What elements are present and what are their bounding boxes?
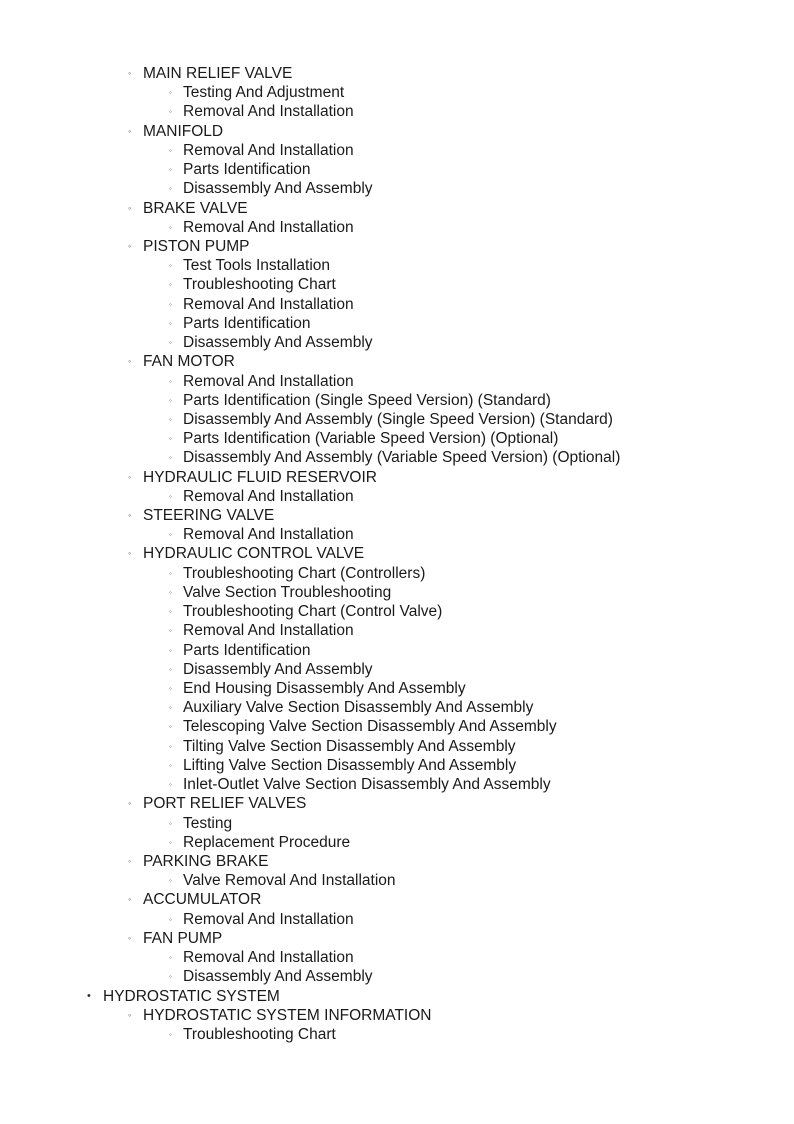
toc-entry-label: Removal And Installation bbox=[183, 141, 354, 159]
toc-subsection bbox=[0, 929, 794, 948]
toc-entry bbox=[0, 141, 794, 160]
bullet-circle-icon: ◦ bbox=[169, 703, 172, 713]
toc-entry bbox=[0, 525, 794, 544]
toc-entry-label: ACCUMULATOR bbox=[143, 891, 262, 909]
toc-entry bbox=[0, 564, 794, 583]
toc-entry bbox=[0, 333, 794, 352]
toc-subsection bbox=[0, 199, 794, 218]
toc-entry bbox=[0, 179, 794, 198]
bullet-circle-icon: ◦ bbox=[169, 280, 172, 290]
toc-entry-label: Disassembly And Assembly (Variable Speed Version) (Optional) bbox=[183, 449, 621, 467]
toc-subsection bbox=[0, 468, 794, 487]
toc-subsection bbox=[0, 64, 794, 83]
toc-entry-label: Removal And Installation bbox=[183, 526, 354, 544]
toc-subsection bbox=[0, 237, 794, 256]
bullet-circle-icon: ◦ bbox=[169, 107, 172, 117]
bullet-circle-icon: ◦ bbox=[169, 818, 172, 828]
toc-entry-label: Removal And Installation bbox=[183, 103, 354, 121]
toc-entry bbox=[0, 679, 794, 698]
bullet-circle-icon: ◦ bbox=[169, 876, 172, 886]
toc-entry-label: Disassembly And Assembly bbox=[183, 968, 373, 986]
toc-entry-label: Removal And Installation bbox=[183, 487, 354, 505]
toc-subsection bbox=[0, 794, 794, 813]
toc-subsection bbox=[0, 122, 794, 141]
toc-entry-label: FAN PUMP bbox=[143, 929, 223, 947]
bullet-circle-icon: ◦ bbox=[128, 1009, 132, 1020]
bullet-circle-icon: ◦ bbox=[169, 261, 172, 271]
bullet-circle-icon: ◦ bbox=[169, 184, 172, 194]
toc-entry bbox=[0, 775, 794, 794]
table-of-contents bbox=[0, 64, 794, 1044]
bullet-circle-icon: ◦ bbox=[169, 414, 172, 424]
bullet-circle-icon: ◦ bbox=[169, 645, 172, 655]
toc-entry bbox=[0, 160, 794, 179]
bullet-circle-icon: ◦ bbox=[169, 953, 172, 963]
bullet-circle-icon: ◦ bbox=[169, 837, 172, 847]
toc-entry-label: Parts Identification bbox=[183, 641, 311, 659]
toc-entry-label: Valve Section Troubleshooting bbox=[183, 583, 392, 601]
toc-subsection bbox=[0, 1006, 794, 1025]
bullet-circle-icon: ◦ bbox=[169, 318, 172, 328]
bullet-circle-icon: ◦ bbox=[169, 491, 172, 501]
bullet-circle-icon: ◦ bbox=[169, 741, 172, 751]
toc-entry-label: Removal And Installation bbox=[183, 372, 354, 390]
toc-entry-label: Troubleshooting Chart bbox=[183, 1025, 336, 1043]
bullet-circle-icon: ◦ bbox=[169, 568, 172, 578]
toc-entry-label: Parts Identification (Single Speed Version) (Standard) bbox=[183, 391, 551, 409]
toc-entry bbox=[0, 910, 794, 929]
bullet-circle-icon: ◦ bbox=[128, 855, 132, 866]
toc-entry-label: Disassembly And Assembly bbox=[183, 334, 373, 352]
bullet-circle-icon: ◦ bbox=[128, 894, 132, 905]
bullet-circle-icon: ◦ bbox=[169, 664, 172, 674]
toc-entry-label: Valve Removal And Installation bbox=[183, 872, 396, 890]
bullet-circle-icon: ◦ bbox=[169, 453, 172, 463]
toc-entry bbox=[0, 583, 794, 602]
toc-entry bbox=[0, 429, 794, 448]
toc-entry bbox=[0, 256, 794, 275]
toc-entry-label: HYDRAULIC CONTROL VALVE bbox=[143, 545, 365, 563]
toc-entry bbox=[0, 814, 794, 833]
toc-entry-label: Inlet-Outlet Valve Section Disassembly And Assembly bbox=[183, 776, 551, 794]
toc-entry bbox=[0, 621, 794, 640]
toc-entry bbox=[0, 218, 794, 237]
bullet-circle-icon: ◦ bbox=[169, 88, 172, 98]
toc-entry bbox=[0, 948, 794, 967]
toc-entry-label: Removal And Installation bbox=[183, 910, 354, 928]
bullet-circle-icon: ◦ bbox=[169, 780, 172, 790]
bullet-circle-icon: ◦ bbox=[169, 607, 172, 617]
toc-entry bbox=[0, 314, 794, 333]
toc-entry-label: Parts Identification bbox=[183, 161, 311, 179]
toc-entry bbox=[0, 83, 794, 102]
toc-entry bbox=[0, 602, 794, 621]
toc-entry bbox=[0, 410, 794, 429]
toc-entry-label: FAN MOTOR bbox=[143, 353, 235, 371]
toc-entry bbox=[0, 391, 794, 410]
toc-entry-label: Troubleshooting Chart (Controllers) bbox=[183, 564, 426, 582]
toc-entry-label: End Housing Disassembly And Assembly bbox=[183, 680, 466, 697]
bullet-circle-icon: ◦ bbox=[169, 722, 172, 732]
toc-entry-label: Troubleshooting Chart (Control Valve) bbox=[183, 603, 443, 621]
toc-entry-label: MAIN RELIEF VALVE bbox=[143, 65, 293, 82]
toc-entry-label: Tilting Valve Section Disassembly And Assembly bbox=[183, 737, 516, 755]
toc-subsection bbox=[0, 352, 794, 371]
toc-entry bbox=[0, 102, 794, 121]
toc-entry-label: PARKING BRAKE bbox=[143, 852, 269, 870]
bullet-circle-icon: ◦ bbox=[169, 684, 172, 693]
toc-entry-label: MANIFOLD bbox=[143, 122, 224, 140]
bullet-circle-icon: ◦ bbox=[169, 376, 172, 386]
toc-entry-label: Lifting Valve Section Disassembly And Assembly bbox=[183, 756, 517, 774]
toc-entry bbox=[0, 275, 794, 294]
toc-subsection bbox=[0, 506, 794, 525]
bullet-circle-icon: ◦ bbox=[169, 222, 172, 232]
bullet-circle-icon: ◦ bbox=[169, 338, 172, 348]
toc-entry bbox=[0, 1025, 794, 1044]
toc-entry-label: HYDROSTATIC SYSTEM INFORMATION bbox=[143, 1006, 432, 1024]
toc-entry-label: Removal And Installation bbox=[183, 949, 354, 967]
bullet-circle-icon: ◦ bbox=[128, 125, 132, 136]
toc-entry-label: STEERING VALVE bbox=[143, 507, 275, 525]
bullet-circle-icon: ◦ bbox=[128, 240, 132, 251]
toc-subsection bbox=[0, 852, 794, 871]
toc-entry-label: Removal And Installation bbox=[183, 295, 354, 313]
toc-entry-label: Replacement Procedure bbox=[183, 833, 351, 851]
toc-entry-label: Disassembly And Assembly bbox=[183, 180, 373, 198]
toc-entry-label: Testing And Adjustment bbox=[183, 84, 345, 102]
toc-entry-label: BRAKE VALVE bbox=[143, 199, 248, 217]
bullet-circle-icon: ◦ bbox=[128, 510, 132, 521]
bullet-circle-icon: ◦ bbox=[169, 145, 172, 155]
toc-section bbox=[0, 987, 794, 1006]
toc-entry-label: Disassembly And Assembly (Single Speed Version) (Standard) bbox=[183, 410, 613, 428]
toc-entry-label: Removal And Installation bbox=[183, 218, 354, 236]
bullet-circle-icon: ◦ bbox=[128, 356, 132, 367]
toc-entry-label: PISTON PUMP bbox=[143, 237, 250, 255]
toc-entry-label: Removal And Installation bbox=[183, 622, 354, 640]
bullet-circle-icon: ◦ bbox=[169, 395, 172, 405]
bullet-circle-icon: ◦ bbox=[169, 587, 172, 597]
toc-subsection bbox=[0, 544, 794, 563]
bullet-circle-icon: ◦ bbox=[128, 68, 132, 78]
toc-subsection bbox=[0, 890, 794, 909]
toc-entry bbox=[0, 487, 794, 506]
bullet-circle-icon: ◦ bbox=[169, 760, 172, 770]
toc-entry bbox=[0, 448, 794, 467]
toc-entry bbox=[0, 717, 794, 736]
bullet-circle-icon: ◦ bbox=[169, 299, 172, 309]
toc-entry bbox=[0, 833, 794, 852]
bullet-circle-icon: ◦ bbox=[169, 626, 172, 636]
toc-entry bbox=[0, 737, 794, 756]
bullet-circle-icon: ◦ bbox=[128, 548, 132, 559]
bullet-circle-icon: ◦ bbox=[169, 1029, 172, 1039]
toc-entry-label: Troubleshooting Chart bbox=[183, 276, 336, 294]
bullet-circle-icon: ◦ bbox=[169, 530, 172, 540]
bullet-circle-icon: ◦ bbox=[169, 434, 172, 444]
toc-entry-label: Test Tools Installation bbox=[183, 257, 331, 275]
toc-entry-label: Disassembly And Assembly bbox=[183, 660, 373, 678]
toc-entry-label: Telescoping Valve Section Disassembly And Assembly bbox=[183, 718, 557, 736]
toc-entry-label: Parts Identification bbox=[183, 314, 311, 332]
toc-entry bbox=[0, 660, 794, 679]
toc-entry bbox=[0, 967, 794, 986]
toc-entry-label: HYDROSTATIC SYSTEM bbox=[103, 987, 280, 1005]
toc-entry bbox=[0, 871, 794, 890]
toc-entry bbox=[0, 698, 794, 717]
toc-entry-label: Auxiliary Valve Section Disassembly And Assembly bbox=[183, 699, 534, 717]
toc-entry-label: Testing bbox=[183, 814, 233, 832]
bullet-disc-icon: • bbox=[87, 989, 91, 1002]
toc-entry bbox=[0, 372, 794, 391]
toc-entry bbox=[0, 641, 794, 660]
bullet-circle-icon: ◦ bbox=[169, 972, 172, 982]
bullet-circle-icon: ◦ bbox=[169, 165, 172, 175]
bullet-circle-icon: ◦ bbox=[128, 798, 132, 809]
bullet-circle-icon: ◦ bbox=[128, 202, 132, 213]
toc-entry-label: PORT RELIEF VALVES bbox=[143, 795, 307, 813]
toc-entry bbox=[0, 295, 794, 314]
bullet-circle-icon: ◦ bbox=[169, 914, 172, 924]
bullet-circle-icon: ◦ bbox=[128, 471, 132, 482]
toc-entry-label: HYDRAULIC FLUID RESERVOIR bbox=[143, 468, 377, 486]
toc-entry-label: Parts Identification (Variable Speed Version) (Optional) bbox=[183, 430, 559, 448]
bullet-circle-icon: ◦ bbox=[128, 932, 132, 943]
toc-entry bbox=[0, 756, 794, 775]
